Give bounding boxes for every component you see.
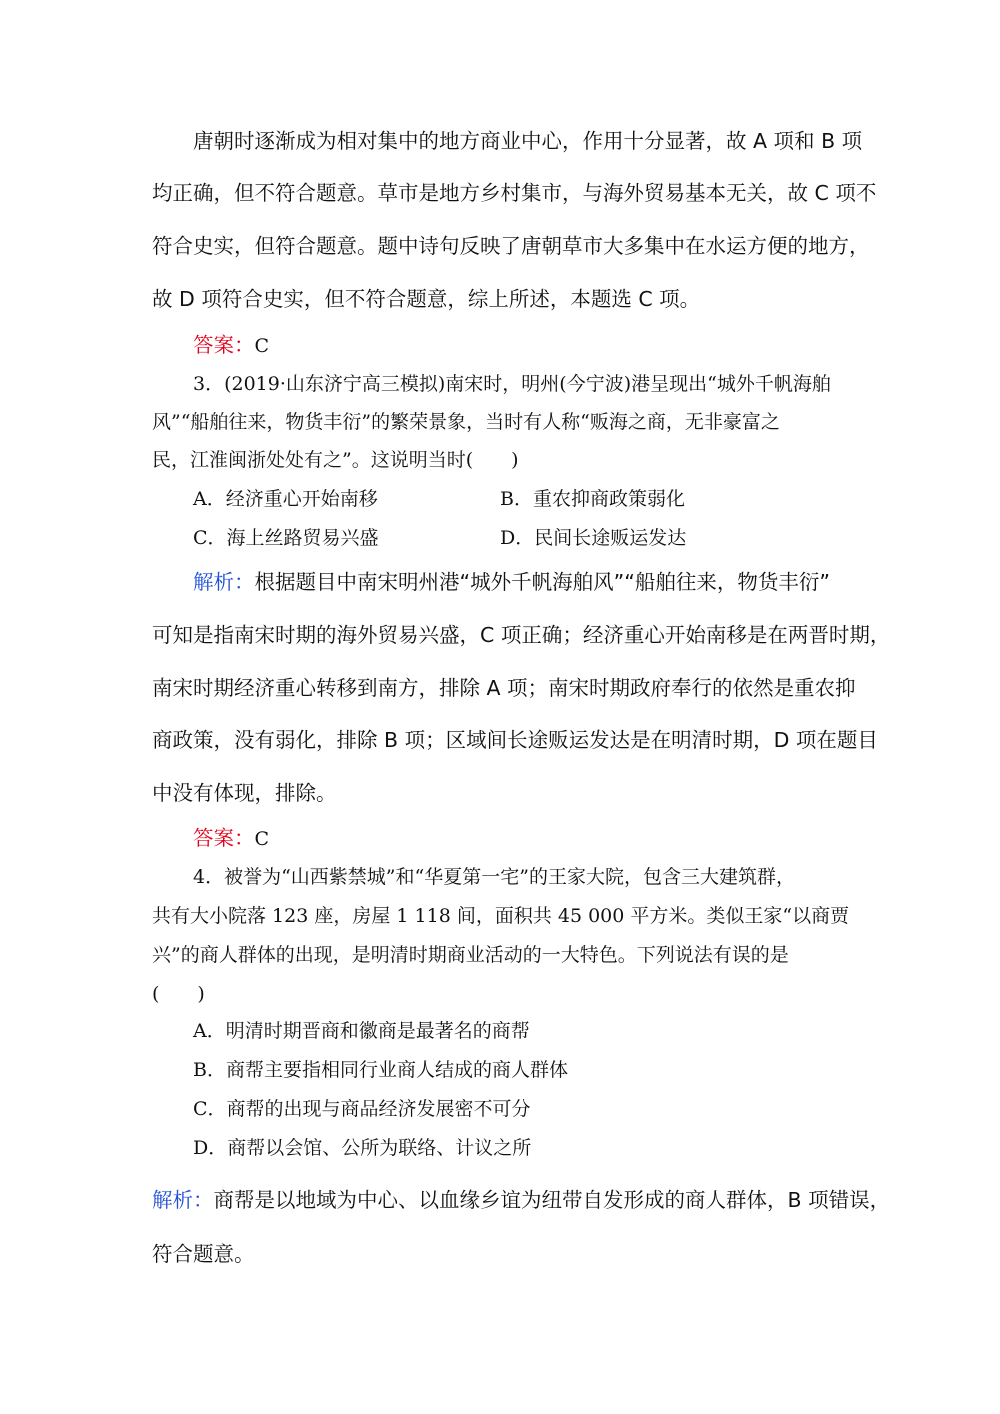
answer-label: 答案： bbox=[193, 333, 255, 357]
q4-option-b: B．商帮主要指相同行业商人结成的商人群体 bbox=[193, 1059, 568, 1081]
answer-label: 答案： bbox=[193, 826, 255, 850]
q3-analysis-text-1: 根据题目中南宋明州港“城外千帆海舶风”“船舶往来，物货丰衍” bbox=[254, 570, 830, 594]
q4-option-c: C．商帮的出现与商品经济发展密不可分 bbox=[193, 1098, 531, 1120]
q4-stem-line-2: 共有大小院落 123 座，房屋 1 118 间，面积共 45 000 平方米。类似王家“以商贾 bbox=[152, 905, 850, 927]
q4-analysis-text-1: 商帮是以地域为中心、以血缘乡谊为纽带自发形成的商人群体，B 项错误， bbox=[213, 1188, 891, 1212]
q3-stem-line-1: 3．(2019·山东济宁高三模拟)南宋时，明州(今宁波)港呈现出“城外千帆海舶 bbox=[193, 373, 831, 395]
q4-analysis-line-1 bbox=[152, 1187, 890, 1213]
q3-option-d: D．民间长途贩运发达 bbox=[500, 527, 687, 549]
q3-analysis-line-4: 商政策，没有弱化，排除 B 项；区域间长途贩运发达是在明清时期，D 项在题目 bbox=[152, 728, 878, 752]
q4-option-d: D．商帮以会馆、公所为联络、计议之所 bbox=[193, 1137, 532, 1159]
q2-answer-value: C bbox=[254, 335, 270, 357]
q3-stem-line-3: 民，江淮闽浙处处有之”。这说明当时( ) bbox=[152, 449, 519, 471]
prev-analysis-line-1: 唐朝时逐渐成为相对集中的地方商业中心，作用十分显著，故 A 项和 B 项 bbox=[193, 129, 863, 153]
q3-analysis-line-5: 中没有体现，排除。 bbox=[152, 781, 337, 805]
q3-stem-line-2: 风”“船舶往来，物货丰衍”的繁荣景象，当时有人称“贩海之商，无非豪富之 bbox=[152, 411, 780, 433]
q3-option-b: B．重农抑商政策弱化 bbox=[500, 488, 685, 510]
q3-answer-value: C bbox=[254, 828, 270, 850]
q4-stem-line-4: ( ) bbox=[152, 983, 205, 1005]
q4-stem-line-1: 4．被誉为“山西紫禁城”和“华夏第一宅”的王家大院，包含三大建筑群， bbox=[193, 866, 795, 888]
q3-option-c: C．海上丝路贸易兴盛 bbox=[193, 527, 379, 549]
q3-answer-line bbox=[193, 825, 269, 852]
prev-analysis-line-3: 符合史实，但符合题意。题中诗句反映了唐朝草市大多集中在水运方便的地方， bbox=[152, 234, 870, 258]
q2-answer-line bbox=[193, 332, 269, 359]
analysis-label: 解析： bbox=[193, 570, 255, 594]
prev-analysis-line-4: 故 D 项符合史实，但不符合题意，综上所述，本题选 C 项。 bbox=[152, 287, 701, 311]
q4-analysis-line-2: 符合题意。 bbox=[152, 1242, 255, 1266]
q4-stem-line-3: 兴”的商人群体的出现，是明清时期商业活动的一大特色。下列说法有误的是 bbox=[152, 944, 789, 966]
q3-analysis-line-1 bbox=[193, 569, 830, 595]
q3-option-a: A．经济重心开始南移 bbox=[193, 488, 378, 510]
prev-analysis-line-2: 均正确，但不符合题意。草市是地方乡村集市，与海外贸易基本无关，故 C 项不 bbox=[152, 181, 877, 205]
q4-option-a: A．明清时期晋商和徽商是最著名的商帮 bbox=[193, 1020, 530, 1042]
q3-analysis-line-3: 南宋时期经济重心转移到南方，排除 A 项；南宋时期政府奉行的依然是重农抑 bbox=[152, 676, 856, 700]
q3-analysis-line-2: 可知是指南宋时期的海外贸易兴盛，C 项正确；经济重心开始南移是在两晋时期， bbox=[152, 623, 891, 647]
analysis-label: 解析： bbox=[152, 1188, 214, 1212]
